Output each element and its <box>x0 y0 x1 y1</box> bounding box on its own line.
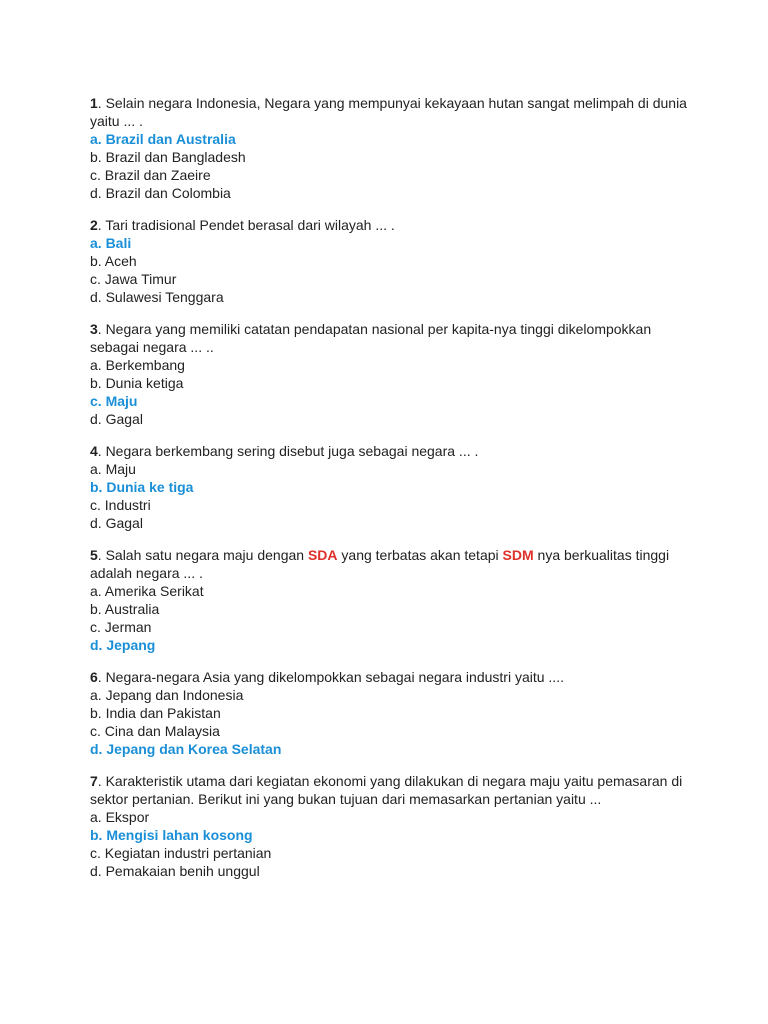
question-number: 7 <box>90 773 98 789</box>
question-number: 4 <box>90 443 98 459</box>
option-b: b. Australia <box>90 601 160 617</box>
option-c: c. Industri <box>90 497 151 513</box>
question-number: 3 <box>90 321 98 337</box>
option-c: c. Brazil dan Zaeire <box>90 167 211 183</box>
question-6-text: 6. Negara-negara Asia yang dikelompokkan sebagai negara industri yaitu .... <box>90 669 564 685</box>
option-a: a. Ekspor <box>90 809 150 825</box>
question-number: 6 <box>90 669 98 685</box>
sda-highlight: SDA <box>307 547 338 563</box>
option-c: c. Kegiatan industri pertanian <box>90 845 272 861</box>
option-a: a. Maju <box>90 461 136 477</box>
option-c: c. Cina dan Malaysia <box>90 723 220 739</box>
question-2-text: 2. Tari tradisional Pendet berasal dari wilayah ... . <box>90 217 395 233</box>
option-a: a. Amerika Serikat <box>90 583 204 599</box>
question-number: 5 <box>90 547 98 563</box>
option-b: b. India dan Pakistan <box>90 705 221 721</box>
option-b: b. Brazil dan Bangladesh <box>90 149 246 165</box>
question-7 <box>90 772 700 880</box>
question-4 <box>90 442 700 532</box>
question-number: 1 <box>90 95 98 111</box>
question-5 <box>90 546 700 654</box>
option-c: c. Maju <box>90 393 138 409</box>
option-d: d. Pemakaian benih unggul <box>90 863 260 879</box>
question-1 <box>90 94 700 202</box>
question-1-text: 1. Selain negara Indonesia, Negara yang mempunyai kekayaan hutan sangat melimpah di dunia yaitu ... . <box>90 95 687 129</box>
option-b: b. Dunia ke tiga <box>90 479 194 495</box>
question-number: 2 <box>90 217 98 233</box>
option-b: b. Mengisi lahan kosong <box>90 827 253 843</box>
option-d: d. Gagal <box>90 515 143 531</box>
question-7-text: 7. Karakteristik utama dari kegiatan ekonomi yang dilakukan di negara maju yaitu pemasaran di sektor pertanian. Berikut ini yang bukan tujuan dari memasarkan pertanian yaitu ... <box>90 773 683 807</box>
question-4-text: 4. Negara berkembang sering disebut juga sebagai negara ... . <box>90 443 479 459</box>
option-a: a. Bali <box>90 235 132 251</box>
sdm-highlight: SDM <box>502 547 534 563</box>
option-a: a. Brazil dan Australia <box>90 131 236 147</box>
question-2 <box>90 216 700 306</box>
option-c: c. Jerman <box>90 619 152 635</box>
option-a: a. Jepang dan Indonesia <box>90 687 244 703</box>
question-3 <box>90 320 700 428</box>
option-d: d. Gagal <box>90 411 143 427</box>
option-d: d. Brazil dan Colombia <box>90 185 231 201</box>
question-5-text: 5. Salah satu negara maju dengan SDA yang terbatas akan tetapi SDM nya berkualitas tinggi adalah negara ... . <box>90 547 670 581</box>
option-d: d. Jepang dan Korea Selatan <box>90 741 282 757</box>
quiz-document <box>90 94 700 894</box>
option-b: b. Dunia ketiga <box>90 375 184 391</box>
question-6 <box>90 668 700 758</box>
option-a: a. Berkembang <box>90 357 185 373</box>
question-3-text: 3. Negara yang memiliki catatan pendapatan nasional per kapita-nya tinggi dikelompokkan sebagai negara ... .. <box>90 321 652 355</box>
option-d: d. Jepang <box>90 637 156 653</box>
option-c: c. Jawa Timur <box>90 271 177 287</box>
option-b: b. Aceh <box>90 253 137 269</box>
option-d: d. Sulawesi Tenggara <box>90 289 224 305</box>
